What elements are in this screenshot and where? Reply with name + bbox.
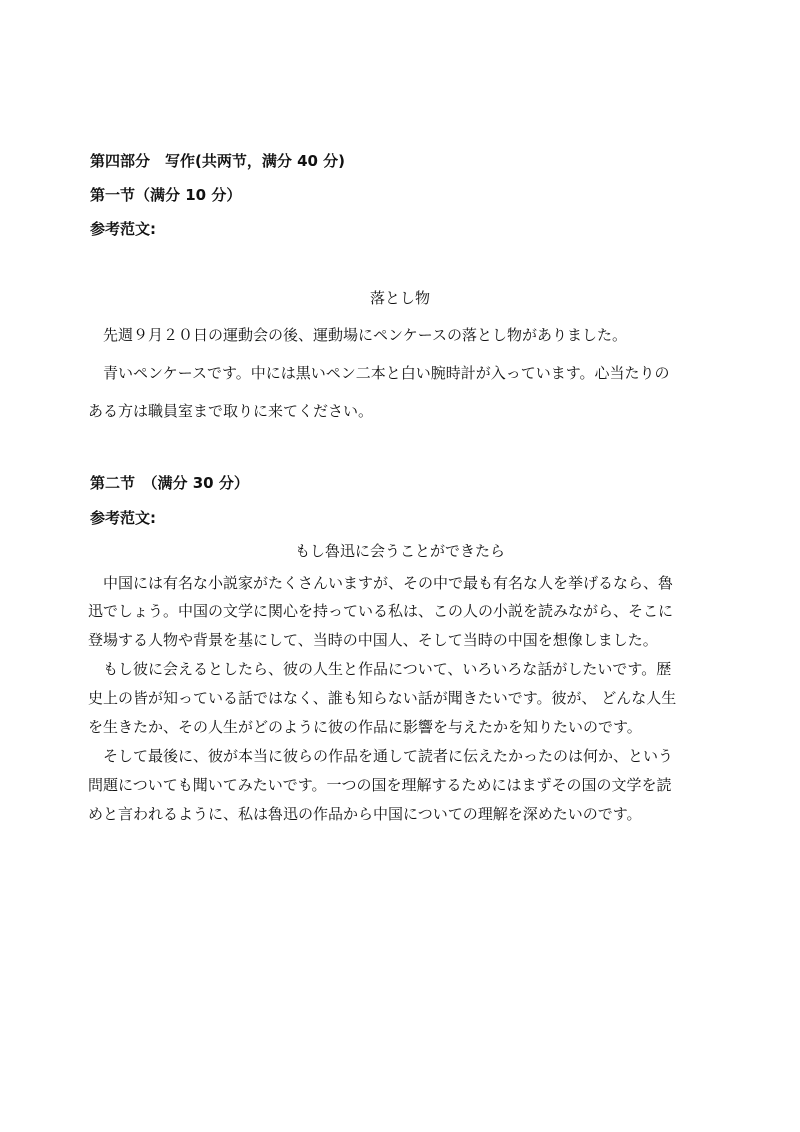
section2-essay-line: そして最後に、彼が本当に彼らの作品を通して読者に伝えたかったのは何か、という — [88, 747, 674, 765]
section2-essay-line: 登場する人物や背景を基にして、当時の中国人、そして当時の中国を想像しました。 — [88, 631, 658, 649]
section1-essay-line: 先週９月２０日の運動会の後、運動場にペンケースの落とし物がありました。 — [88, 326, 627, 344]
section2-essay-line: 中国には有名な小説家がたくさんいますが、その中で最も有名な人を挙げるなら、魯 — [88, 574, 674, 592]
section2-essay-line: 問題についても聞いてみたいです。一つの国を理解するためにはまずその国の文学を読 — [88, 776, 672, 794]
section1-essay-title: 落とし物 — [369, 289, 430, 307]
section2-essay-line: 迅でしょう。中国の文学に関心を持っている私は、この人の小説を読みながら、そこに — [88, 602, 674, 620]
section1-heading: 第一节（满分 10 分） — [90, 186, 242, 204]
section2-essay-line: 史上の皆が知っている話ではなく、誰も知らない話が聞きたいです。彼が、 どんな人生 — [88, 689, 677, 707]
section2-heading: 第二节 （满分 30 分） — [90, 474, 249, 492]
part4-heading: 第四部分 写作(共两节，满分 40 分) — [90, 152, 346, 170]
section2-essay-line: めと言われるように、私は魯迅の作品から中国についての理解を深めたいのです。 — [88, 805, 642, 823]
section2-essay-title: もし魯迅に会うことができたら — [294, 542, 505, 560]
section2-reference-label: 参考范文: — [90, 509, 156, 527]
section2-essay-line: を生きたか、その人生がどのように彼の作品に影響を与えたかを知りたいのです。 — [88, 718, 642, 736]
section1-reference-label: 参考范文: — [90, 220, 156, 238]
section1-essay-line: ある方は職員室まで取りに来てください。 — [88, 402, 374, 420]
section2-essay-line: もし彼に会えるとしたら、彼の人生と作品について、いろいろな話がしたいです。歴 — [88, 660, 672, 678]
section1-essay-line: 青いペンケースです。中には黒いペン二本と白い腕時計が入っています。心当たりの — [88, 364, 670, 382]
